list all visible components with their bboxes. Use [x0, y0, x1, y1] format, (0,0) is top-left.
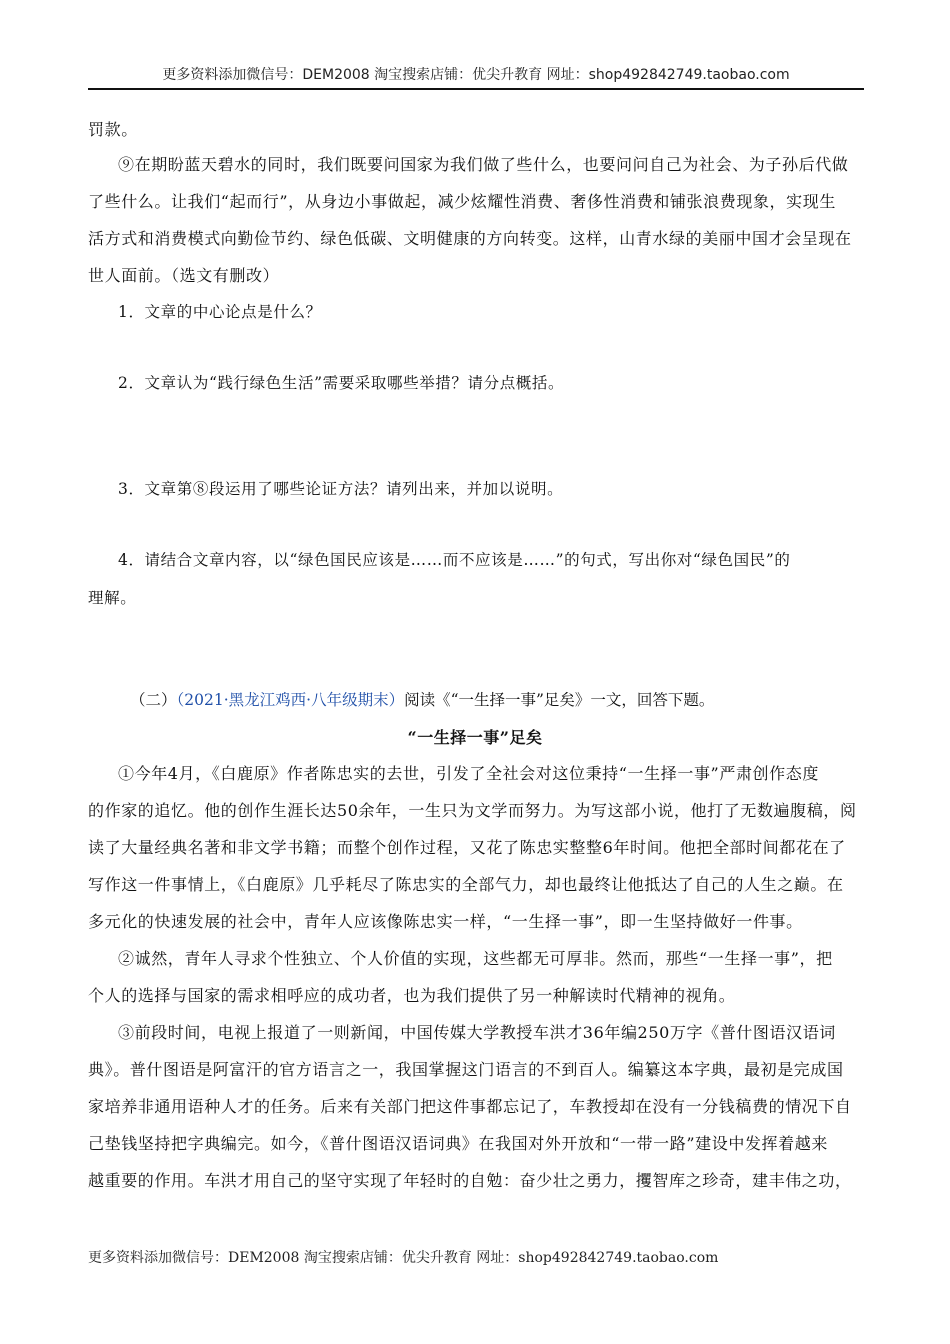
paragraph-1-line: ①今年4月，《白鹿原》作者陈忠实的去世，引发了全社会对这位秉持“一生择一事”严肃创作态度: [118, 764, 819, 783]
paragraph-9-line: 世人面前。（选文有删改）: [88, 266, 280, 285]
page-header: 更多资料添加微信号：DEM2008 淘宝搜索店铺：优尖升教育 网址：shop492842749.taobao.com: [88, 64, 864, 90]
paragraph-1-line: 多元化的快速发展的社会中，青年人应该像陈忠实一样，“一生择一事”，即一生坚持做好一件事。: [88, 912, 803, 931]
section-2-heading: [130, 688, 714, 712]
paragraph-2-line: 个人的选择与国家的需求相呼应的成功者，也为我们提供了另一种解读时代精神的视角。: [88, 986, 736, 1005]
question-4: 4．请结合文章内容，以“绿色国民应该是……而不应该是……”的句式，写出你对“绿色国民”的: [118, 551, 791, 569]
paragraph-1-line: 写作这一件事情上，《白鹿原》几乎耗尽了陈忠实的全部气力，却也最终让他抵达了自己的人生之巅。在: [88, 875, 844, 894]
section-prefix: （二）: [130, 691, 177, 709]
section-source: （2021·黑龙江鸡西·八年级期末）: [176, 691, 405, 709]
paragraph-9-line: 了些什么。让我们“起而行”，从身边小事做起，减少炫耀性消费、奢侈性消费和铺张浪费现象，实现生: [88, 192, 836, 211]
paragraph-1-line: 的作家的追忆。他的创作生涯长达50余年，一生只为文学而努力。为写这部小说，他打了无数遍腹稿，阅: [88, 801, 857, 820]
paragraph-9-line: ⑨在期盼蓝天碧水的同时，我们既要问国家为我们做了些什么，也要问问自己为社会、为子孙后代做: [118, 155, 849, 174]
paragraph-3-line: 典》。普什图语是阿富汗的官方语言之一，我国掌握这门语言的不到百人。编纂这本字典，最初是完成国: [88, 1060, 844, 1079]
page-footer: 更多资料添加微信号：DEM2008 淘宝搜索店铺：优尖升教育 网址：shop492842749.taobao.com: [88, 1250, 719, 1266]
paragraph-3-line: 己垫钱坚持把字典编完。如今，《普什图语汉语词典》在我国对外开放和“一带一路”建设中发挥着越来: [88, 1134, 828, 1153]
question-2: 2．文章认为“践行绿色生活”需要采取哪些举措？请分点概括。: [118, 374, 565, 392]
paragraph-2-line: ②诚然，青年人寻求个性独立、个人价值的实现，这些都无可厚非。然而，那些“一生择一事”，把: [118, 949, 833, 968]
paragraph-9-line: 活方式和消费模式向勤俭节约、绿色低碳、文明健康的方向转变。这样，山青水绿的美丽中国才会呈现在: [88, 229, 852, 248]
question-4-continued: 理解。: [88, 589, 137, 607]
question-3: 3．文章第⑧段运用了哪些论证方法？请列出来，并加以说明。: [118, 480, 564, 498]
paragraph-tail: 罚款。: [88, 120, 138, 139]
paragraph-3-line: 越重要的作用。车洪才用自己的坚守实现了年轻时的自勉：奋少壮之勇力，攫智库之珍奇，建丰伟之功，: [88, 1171, 852, 1190]
article-title: “一生择一事”足矣: [407, 728, 543, 747]
paragraph-1-line: 读了大量经典名著和非文学书籍；而整个创作过程，又花了陈忠实整整6年时间。他把全部时间都花在了: [88, 838, 846, 857]
question-1: 1．文章的中心论点是什么？: [118, 303, 322, 321]
section-instruction: 阅读《“一生择一事”足矣》一文，回答下题。: [404, 691, 715, 709]
paragraph-3-line: ③前段时间，电视上报道了一则新闻，中国传媒大学教授车洪才36年编250万字《普什图语汉语词: [118, 1023, 836, 1042]
paragraph-3-line: 家培养非通用语种人才的任务。后来有关部门把这件事都忘记了，车教授却在没有一分钱稿费的情况下自: [88, 1097, 852, 1116]
